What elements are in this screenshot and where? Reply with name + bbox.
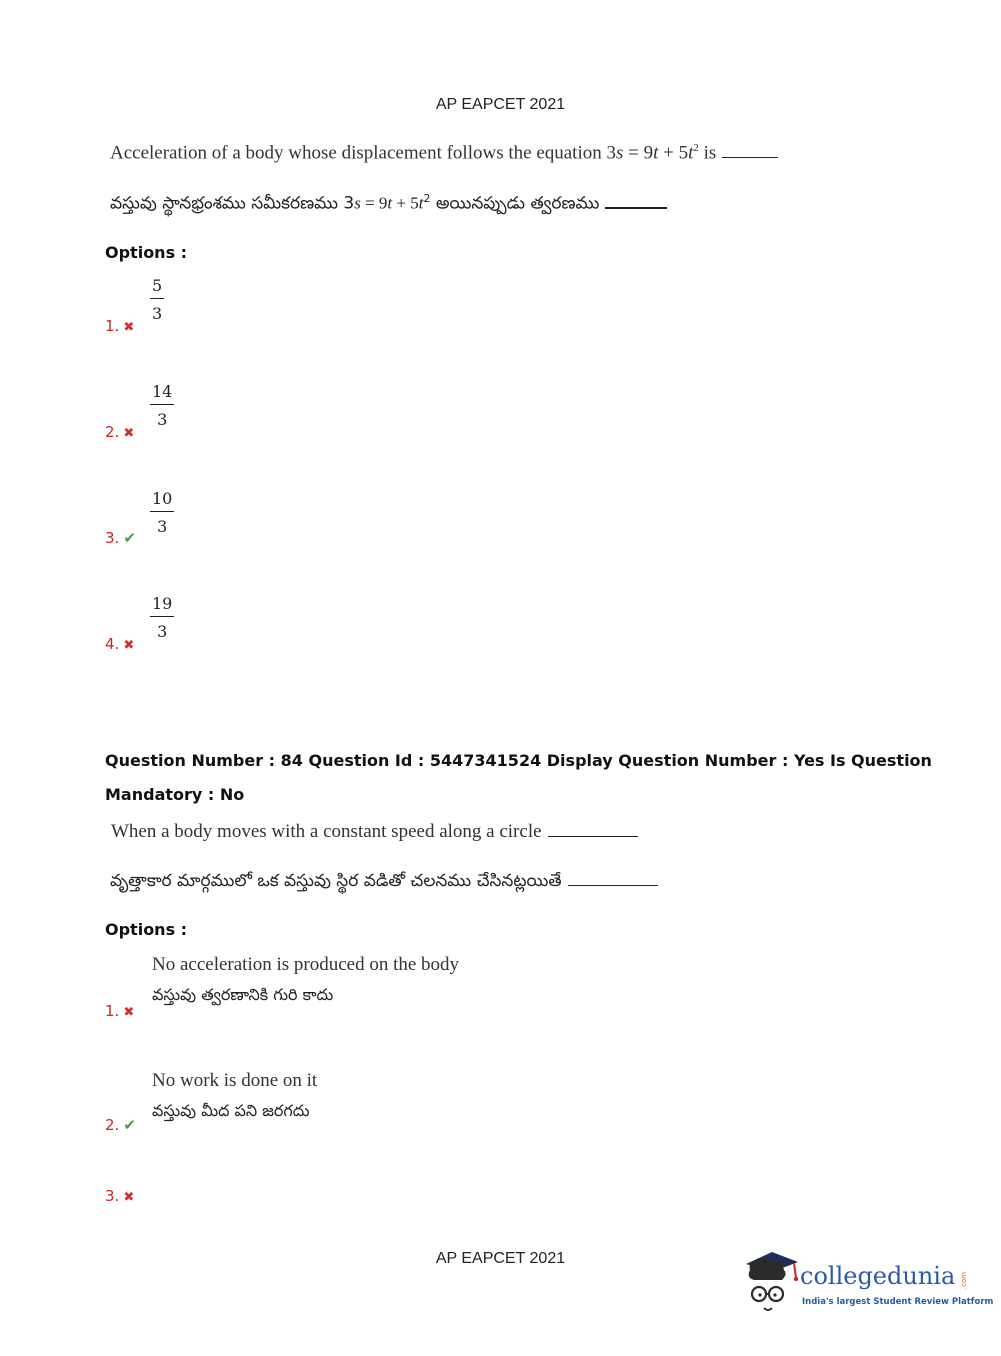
question-1-text-telugu: [110, 192, 667, 218]
logo-tagline: India's largest Student Review Platform: [802, 1297, 994, 1307]
cross-icon: ✖: [123, 320, 135, 335]
option-number: [105, 317, 134, 335]
q1-en-prefix: Acceleration of a body whose displacement follows the equation 3: [110, 142, 616, 164]
collegedunia-logo: [742, 1250, 994, 1320]
option-fraction: [150, 489, 174, 536]
fraction-denominator: 3: [157, 517, 168, 536]
option-text-english: No work is done on it: [152, 1070, 318, 1091]
q2-en-text: When a body moves with a constant speed along a circle: [111, 821, 542, 842]
cross-icon: ✖: [123, 426, 135, 441]
fraction-numerator: 14: [150, 382, 174, 405]
cross-icon: ✖: [123, 1005, 135, 1020]
fraction-numerator: 10: [150, 489, 174, 512]
option-index: 3.: [105, 1187, 120, 1205]
option-index: 2.: [105, 423, 120, 441]
options-label: Options :: [105, 243, 188, 262]
option-index: 3.: [105, 529, 120, 547]
option-fraction: [150, 594, 174, 641]
fraction-denominator: 3: [152, 304, 163, 323]
q2-te-text: వృత్తాకార మార్గములో ఒక వస్తువు స్థిర వడితో చలనము చేసినట్లయితే: [110, 871, 562, 891]
answer-blank: [568, 884, 658, 886]
question-meta-line: Question Number : 84 Question Id : 5447341524 Display Question Number : Yes Is Question: [105, 751, 932, 770]
q1-te-plus: + 5: [392, 193, 419, 213]
option-index: 2.: [105, 1116, 120, 1134]
option-fraction: [150, 382, 174, 429]
q1-en-plus: + 5: [658, 142, 689, 164]
option-number: [105, 423, 134, 441]
q1-te-eq: = 9: [360, 193, 388, 213]
logo-wordmark: collegedunia: [800, 1262, 956, 1290]
q1-te-suffix: అయినప్పుడు త్వరణము: [430, 193, 600, 214]
fraction-numerator: 5: [150, 276, 164, 299]
q1-en-eq: = 9: [623, 142, 654, 164]
page-header-title: AP EAPCET 2021: [435, 96, 566, 113]
answer-blank: [548, 835, 638, 837]
question-2-text-english: [111, 821, 638, 843]
check-icon: ✔: [123, 1116, 136, 1134]
q1-en-t2: t: [688, 142, 694, 164]
option-index: 4.: [105, 635, 120, 653]
question-mandatory: Mandatory : No: [105, 785, 245, 804]
option-index: 1.: [105, 1002, 120, 1020]
question-2-text-telugu: [110, 871, 658, 895]
q1-en-var: s: [616, 142, 624, 164]
q1-en-suffix: is: [698, 142, 717, 164]
fraction-denominator: 3: [157, 622, 168, 641]
option-number: [105, 1002, 134, 1020]
question-1-text-english: [110, 142, 778, 164]
q1-te-var: s: [354, 193, 361, 213]
option-number: [105, 1187, 134, 1205]
logo-domain-suffix: .com: [960, 1272, 968, 1290]
answer-blank: [722, 156, 778, 158]
option-number: [105, 529, 136, 547]
answer-blank: [605, 206, 667, 209]
cross-icon: ✖: [123, 638, 135, 653]
mascot-icon: [742, 1250, 800, 1318]
option-text-telugu: వస్తువు త్వరణానికి గురి కాదు: [152, 985, 334, 1004]
option-text-english: No acceleration is produced on the body: [152, 954, 460, 975]
q1-en-t1: t: [653, 142, 659, 164]
fraction-denominator: 3: [157, 410, 168, 429]
option-number: [105, 635, 134, 653]
fraction-numerator: 19: [150, 594, 174, 617]
q1-te-t1: t: [387, 193, 393, 213]
options-label: Options :: [105, 920, 188, 939]
option-fraction: [150, 276, 164, 323]
check-icon: ✔: [123, 529, 136, 547]
q1-te-prefix: వస్తువు స్థానభ్రంశము సమీకరణము 3: [110, 193, 355, 214]
q1-en-exp: 2: [693, 142, 699, 154]
q1-te-t2: t: [418, 193, 424, 213]
option-index: 1.: [105, 317, 120, 335]
option-text-telugu: వస్తువు మీద పని జరగదు: [152, 1101, 310, 1120]
page-footer-title: AP EAPCET 2021: [435, 1250, 566, 1267]
option-number: [105, 1116, 136, 1134]
cross-icon: ✖: [123, 1190, 135, 1205]
q1-te-exp: 2: [423, 192, 431, 205]
